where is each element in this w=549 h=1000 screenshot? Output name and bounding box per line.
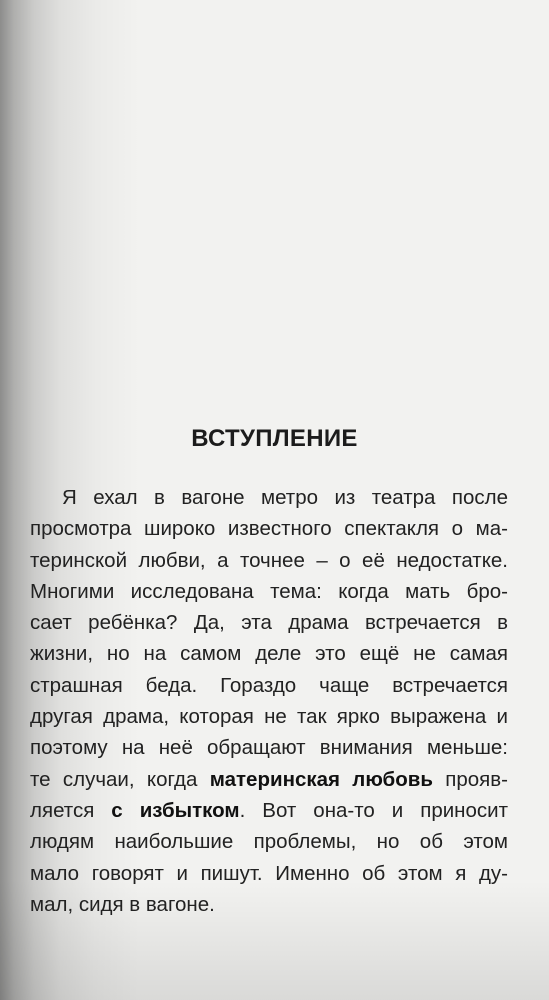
text-run: . Вот она-то и приносит — [239, 798, 508, 822]
text-run: те случаи, когда — [30, 767, 210, 791]
text-line: страшная беда. Гораздо чаще встречается — [30, 673, 508, 697]
emphasized-phrase: с избытком — [111, 798, 240, 822]
chapter-heading: ВСТУПЛЕНИЕ — [191, 425, 358, 452]
text-line: поэтому на неё обращают внимания меньше: — [30, 736, 508, 760]
text-line: другая драма, которая не так ярко выражена и — [30, 705, 508, 729]
text-line: жизни, но на самом деле это ещё не самая — [30, 642, 508, 666]
text-line — [30, 764, 508, 795]
text-line: теринской любви, а точнее – о её недостатке. — [30, 548, 508, 572]
text-line: мал, сидя в вагоне. — [30, 892, 215, 916]
emphasized-phrase: материнская любовь — [209, 767, 433, 791]
text-run: прояв- — [432, 767, 508, 791]
text-line: просмотра широко известного спектакля о ма- — [30, 517, 508, 541]
intro-paragraph — [30, 482, 508, 920]
text-line: Я ехал в вагоне метро из театра после — [62, 486, 508, 509]
text-line: мало говорят и пишут. Именно об этом я ду- — [30, 861, 508, 885]
text-line: сает ребёнка? Да, эта драма встречается в — [30, 611, 508, 635]
text-line: людям наибольшие проблемы, но об этом — [30, 830, 508, 854]
text-run: ляется — [30, 798, 112, 822]
text-line: Многими исследована тема: когда мать бро- — [30, 579, 508, 603]
text-line — [30, 795, 508, 826]
